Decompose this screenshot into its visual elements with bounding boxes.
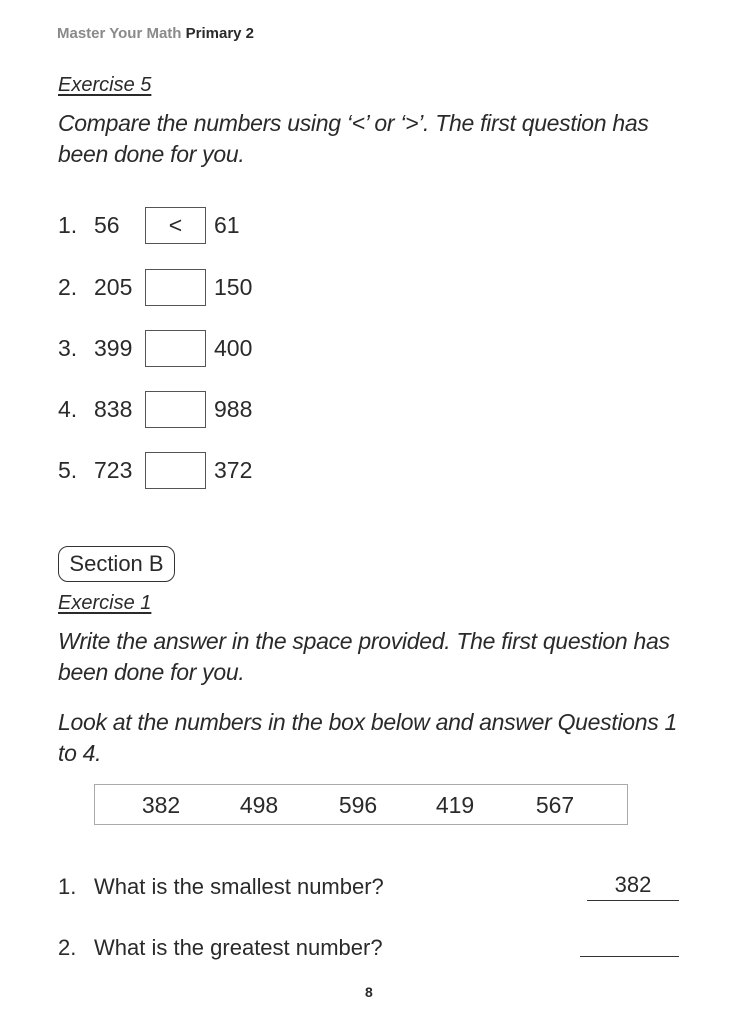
question-text: What is the greatest number? bbox=[94, 935, 383, 960]
right-number: 61 bbox=[214, 212, 240, 238]
box-number: 498 bbox=[239, 792, 279, 818]
row-number: 2. bbox=[58, 274, 78, 300]
left-number: 205 bbox=[94, 274, 133, 300]
number-box bbox=[94, 784, 628, 825]
comparison-box[interactable] bbox=[145, 330, 206, 367]
box-number: 596 bbox=[338, 792, 378, 818]
look-instruction: Look at the numbers in the box below and answer Questions 1 to 4. bbox=[58, 709, 678, 766]
exercise-1-title: Exercise 1 bbox=[58, 592, 152, 614]
book-header bbox=[57, 25, 254, 42]
right-number: 400 bbox=[214, 335, 253, 361]
comparison-box[interactable]: < bbox=[145, 207, 206, 244]
question-number: 2. bbox=[58, 935, 77, 960]
left-number: 838 bbox=[94, 396, 133, 422]
comparison-box[interactable] bbox=[145, 269, 206, 306]
row-number: 4. bbox=[58, 396, 78, 422]
row-number: 3. bbox=[58, 335, 78, 361]
answer-field[interactable] bbox=[580, 928, 679, 957]
box-number: 382 bbox=[141, 792, 181, 818]
exercise-1-instruction: Write the answer in the space provided. The first question has been done for you. bbox=[58, 628, 670, 685]
comparison-box[interactable] bbox=[145, 391, 206, 428]
section-b-label: Section B bbox=[58, 546, 175, 582]
exercise-5-title: Exercise 5 bbox=[58, 74, 152, 96]
exercise-5-instruction: Compare the numbers using ‘<’ or ‘>’. The first question has been done for you. bbox=[58, 110, 649, 167]
answer-field[interactable]: 382 bbox=[587, 872, 679, 901]
right-number: 150 bbox=[214, 274, 253, 300]
left-number: 723 bbox=[94, 457, 133, 483]
right-number: 372 bbox=[214, 457, 253, 483]
level-title: Primary 2 bbox=[185, 25, 255, 42]
row-number: 1. bbox=[58, 212, 78, 238]
box-number: 567 bbox=[535, 792, 575, 818]
question-number: 1. bbox=[58, 874, 77, 899]
page-number: 8 bbox=[365, 984, 373, 1000]
comparison-box[interactable] bbox=[145, 452, 206, 489]
left-number: 56 bbox=[94, 212, 120, 238]
left-number: 399 bbox=[94, 335, 133, 361]
row-number: 5. bbox=[58, 457, 78, 483]
series-title: Master Your Math bbox=[57, 25, 182, 42]
question-text: What is the smallest number? bbox=[94, 874, 384, 899]
right-number: 988 bbox=[214, 396, 253, 422]
box-number: 419 bbox=[435, 792, 475, 818]
